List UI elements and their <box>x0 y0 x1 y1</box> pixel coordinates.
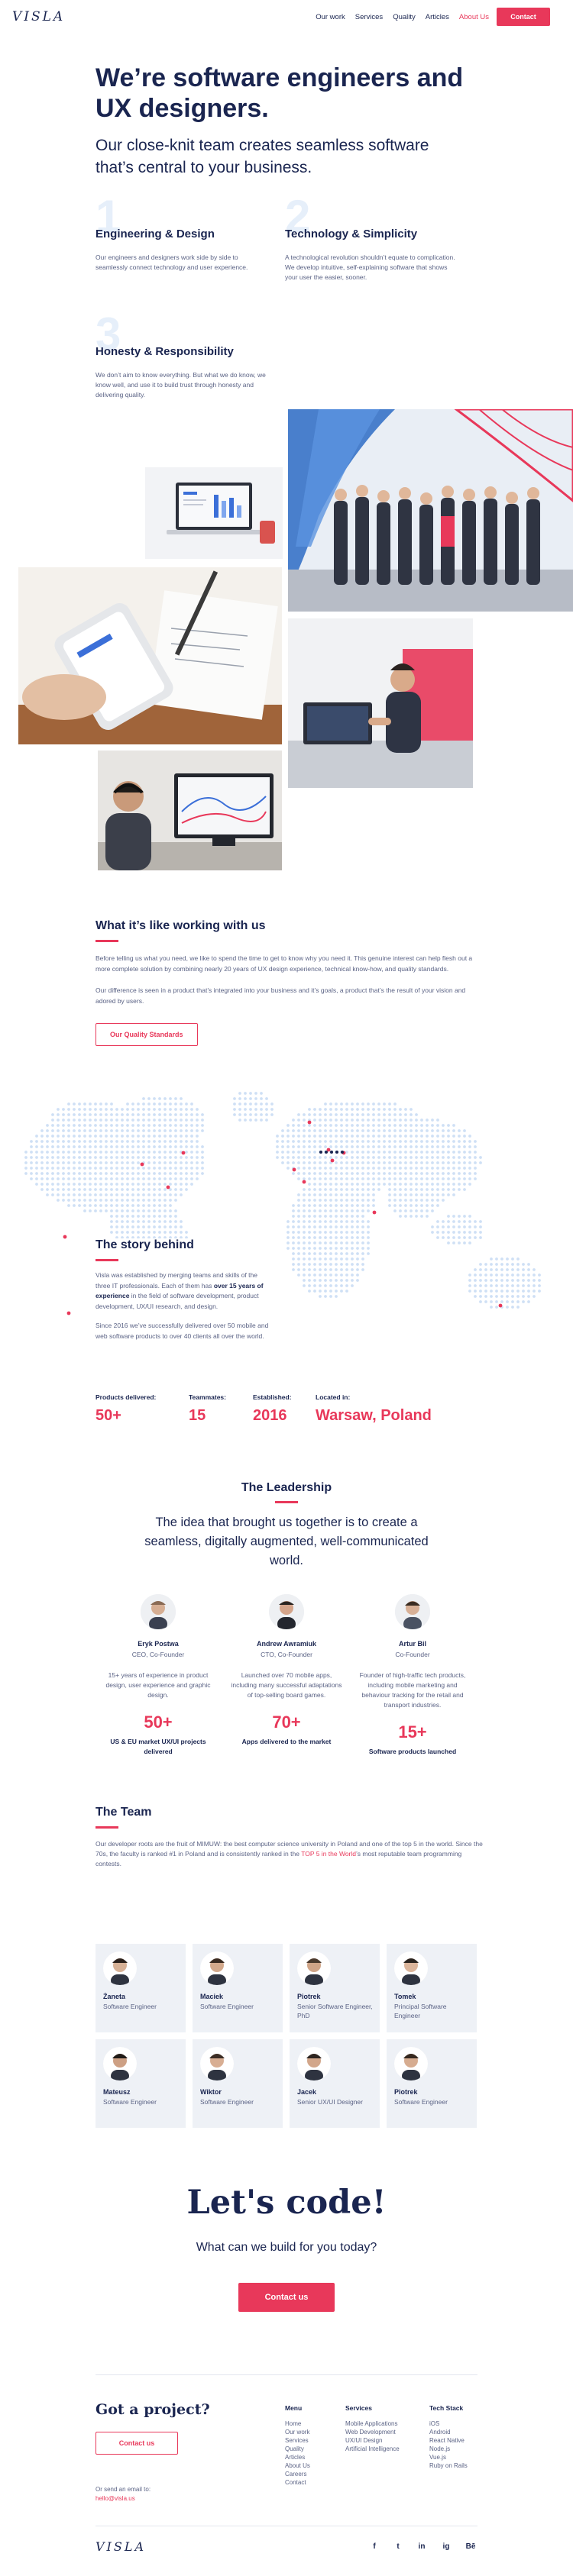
team-member-card <box>290 2039 380 2128</box>
footer-link[interactable]: Quality <box>285 2445 304 2452</box>
footer-link[interactable]: Our work <box>285 2429 310 2436</box>
nav-articles[interactable]: Articles <box>425 13 449 21</box>
feature-text: A technological revolution shouldn’t equate to complication. We develop intuitive, self-explaining software that shows your user the easier, sooner. <box>285 253 455 281</box>
section-title: The Team <box>96 1806 152 1819</box>
photo-phone-sketching <box>18 567 282 744</box>
feature-number: 1 <box>96 191 121 242</box>
quality-standards-button[interactable]: Our Quality Standards <box>96 1023 198 1046</box>
footer-tech-stack-column: Tech Stack iOS Android React Native Node.js Vue.js Ruby on Rails <box>429 2404 468 2469</box>
footer-email-label: Or send an email to: <box>96 2486 151 2493</box>
avatar <box>297 2047 331 2080</box>
working-paragraph-2: Our difference is seen in a product that’s integrated into your business and it’s goals, a product that’s the result of your vision and adored by users. <box>96 986 466 1005</box>
feature-honesty-responsibility <box>96 308 271 400</box>
team-member-role: Software Engineer <box>103 2098 157 2106</box>
team-member-name: Tomek <box>394 1993 416 2000</box>
stat-products: Products delivered: 50+ <box>96 1393 157 1424</box>
feature-text: We don’t aim to know everything. But what we do know, we know well, and use it to build trust through honesty and delivering quality. <box>96 371 266 399</box>
world-map <box>0 1077 573 1351</box>
team-member-card <box>193 2039 283 2128</box>
avatar <box>297 1951 331 1985</box>
section-title: The Leadership <box>241 1481 332 1494</box>
team-paragraph: Our developer roots are the fruit of MIMUW: the best computer science university in Poland and one of the top 5 in the world. Since the 70s, the faculty is ranked #1 in Poland and is consistently ranked in the TOP 5 in the World’s most reputable team programming contests. <box>96 1840 483 1867</box>
dotted-world-map <box>0 1077 573 1351</box>
avatar <box>103 1951 137 1985</box>
nav-our-work[interactable]: Our work <box>316 13 345 21</box>
footer-divider <box>96 2374 478 2375</box>
avatar <box>141 1594 176 1629</box>
story-paragraph-1: Visla was established by merging teams and skills of the three IT professionals. Each of them has over 15 years of experience in the field of software development, product development, UX/UI research, and design. <box>96 1271 264 1310</box>
working-paragraph-1: Before telling us what you need, we like to spend the time to get to know why you need it. This genuine interest can help flesh out a more complete solution by combining nearly 20 years of UX design experience, technical know-how, and quality standards. <box>96 954 473 973</box>
cta-contact-button[interactable]: Contact us <box>238 2283 335 2312</box>
section-title: What it’s like working with us <box>96 919 266 932</box>
feature-title: Honesty & Responsibility <box>96 345 234 358</box>
avatar <box>103 2047 137 2080</box>
title-underline <box>96 1259 118 1261</box>
working-with-us-section <box>96 919 485 1046</box>
footer-link[interactable]: Mobile Applications <box>345 2420 398 2427</box>
avatar <box>269 1594 304 1629</box>
title-underline <box>96 940 118 942</box>
footer-link[interactable]: Ruby on Rails <box>429 2462 468 2469</box>
stat-teammates: Teammates: 15 <box>189 1393 226 1424</box>
team-member-role: Principal Software Engineer <box>394 2003 447 2019</box>
main-nav <box>316 13 489 21</box>
team-member-card <box>96 2039 186 2128</box>
hero-subtitle: Our close-knit team creates seamless software that’s central to your business. <box>96 137 429 176</box>
leader-card: Eryk Postwa CEO, Co-Founder 15+ years of experience in product design, user experience and graphic design. 50+ US & EU market UX/UI projects delivered <box>101 1594 215 1757</box>
team-member-name: Piotrek <box>297 1993 321 2000</box>
story-section <box>96 1238 271 1341</box>
photo-developer-desk <box>288 618 473 788</box>
leader-card: Artur Bil Co-Founder Founder of high-traffic tech products, including mobile marketing and behaviour tracking for the retail and transport industries. 15+ Software products launched <box>355 1594 470 1757</box>
team-section <box>96 1806 485 1869</box>
developer-desk-illustration <box>288 618 473 788</box>
feature-engineering-design <box>96 191 271 273</box>
team-member-role: Senior UX/UI Designer <box>297 2098 363 2106</box>
hero-title: We’re software engineers and UX designers. <box>96 63 464 123</box>
developer-monitor-illustration <box>98 751 282 870</box>
footer-link[interactable]: Services <box>285 2437 309 2444</box>
team-member-card <box>193 1944 283 2032</box>
footer-link[interactable]: Artificial Intelligence <box>345 2445 400 2452</box>
footer-link[interactable]: About Us <box>285 2462 310 2469</box>
company-stats <box>96 1393 493 1425</box>
team-member-role: Software Engineer <box>200 2098 254 2106</box>
avatar <box>200 2047 234 2080</box>
footer-link[interactable]: Careers <box>285 2471 307 2478</box>
footer-link[interactable]: UX/UI Design <box>345 2437 383 2444</box>
stat-location: Located in: Warsaw, Poland <box>316 1393 432 1424</box>
team-member-card <box>387 2039 477 2128</box>
linkedin-icon[interactable]: in <box>418 2542 426 2551</box>
photo-laptop-analytics <box>145 467 283 559</box>
footer-link[interactable]: Contact <box>285 2479 306 2486</box>
feature-number: 3 <box>96 308 121 360</box>
nav-quality[interactable]: Quality <box>393 13 416 21</box>
footer-link[interactable]: Android <box>429 2429 451 2436</box>
header-contact-button[interactable]: Contact <box>497 8 550 26</box>
footer-link[interactable]: React Native <box>429 2437 465 2444</box>
facebook-icon[interactable]: f <box>373 2542 376 2551</box>
avatar <box>200 1951 234 1985</box>
leadership-heading <box>0 1481 573 1503</box>
team-member-name: Piotrek <box>394 2088 418 2096</box>
site-header <box>0 0 573 34</box>
avatar <box>394 2047 428 2080</box>
leadership-quote: The idea that brought us together is to create a seamless, digitally augmented, well-communicated world. <box>144 1516 429 1567</box>
team-member-card <box>290 1944 380 2032</box>
team-member-role: Software Engineer <box>394 2098 448 2106</box>
photo-team-group <box>288 409 573 612</box>
top5-link[interactable]: TOP 5 in the World <box>301 1850 357 1858</box>
feature-technology-simplicity <box>285 191 461 282</box>
title-underline <box>275 1501 298 1503</box>
feature-title: Technology & Simplicity <box>285 228 418 240</box>
footer-services-column: Services Mobile Applications Web Development UX/UI Design Artificial Intelligence <box>345 2404 400 2452</box>
footer-link[interactable]: Articles <box>285 2454 306 2461</box>
leader-card: Andrew Awramiuk CTO, Co-Founder Launched over 70 mobile apps, including many successful adaptations of top-selling board games. 70+ Apps delivered to the market <box>229 1594 344 1747</box>
team-member-name: Żaneta <box>103 1993 126 2000</box>
title-underline <box>96 1826 118 1829</box>
team-member-role: Senior Software Engineer, PhD <box>297 2003 373 2019</box>
footer-link[interactable]: iOS <box>429 2420 440 2427</box>
phone-sketch-illustration <box>18 567 282 744</box>
team-member-card <box>387 1944 477 2032</box>
footer-link[interactable]: Web Development <box>345 2429 396 2436</box>
feature-text: Our engineers and designers work side by side to seamlessly connect technology and user experience. <box>96 253 248 271</box>
team-group-illustration <box>288 409 573 612</box>
stat-established: Established: 2016 <box>253 1393 292 1424</box>
instagram-icon[interactable]: ig <box>442 2542 450 2551</box>
behance-icon[interactable]: Bē <box>465 2542 476 2551</box>
cta-title: Let's code! <box>186 2184 387 2222</box>
footer-email-link[interactable]: hello@visla.us <box>96 2495 135 2502</box>
avatar <box>394 1951 428 1985</box>
team-member-card <box>96 1944 186 2032</box>
team-member-role: Software Engineer <box>200 2003 254 2010</box>
team-member-name: Jacek <box>297 2088 317 2096</box>
story-paragraph-2: Since 2016 we’ve successfully delivered over 50 mobile and web software products to over 40 clients all over the world. <box>96 1322 269 1340</box>
footer-link[interactable]: Home <box>285 2420 302 2427</box>
nav-about-us[interactable]: About Us <box>458 13 489 21</box>
logo[interactable]: VISLA <box>12 9 66 24</box>
feature-number: 2 <box>285 191 311 242</box>
team-member-name: Mateusz <box>103 2088 131 2096</box>
laptop-illustration <box>145 467 283 559</box>
team-member-name: Maciek <box>200 1993 224 2000</box>
footer-title: Got a project? <box>96 2401 210 2418</box>
team-member-role: Software Engineer <box>103 2003 157 2010</box>
footer-link[interactable]: Node.js <box>429 2445 451 2452</box>
team-member-name: Wiktor <box>200 2088 222 2096</box>
footer-logo[interactable]: VISLA <box>96 2539 147 2554</box>
section-title: The story behind <box>96 1238 194 1251</box>
twitter-icon[interactable]: t <box>397 2542 400 2551</box>
avatar <box>395 1594 430 1629</box>
cta-subtitle: What can we build for you today? <box>196 2241 377 2254</box>
photo-developer-monitor <box>98 751 282 870</box>
footer-link[interactable]: Vue.js <box>429 2454 446 2461</box>
nav-services[interactable]: Services <box>354 13 384 21</box>
feature-title: Engineering & Design <box>96 228 215 240</box>
footer-contact-button[interactable]: Contact us <box>96 2432 178 2455</box>
footer-menu-column: Menu Home Our work Services Quality Articles About Us Careers Contact <box>285 2404 310 2486</box>
